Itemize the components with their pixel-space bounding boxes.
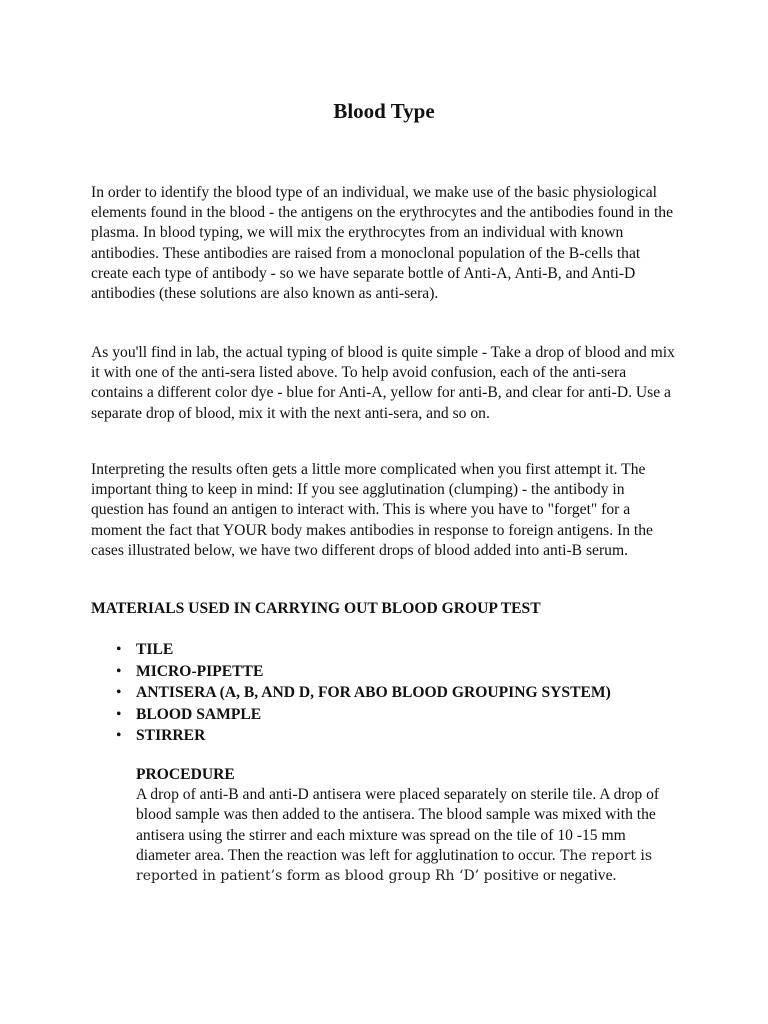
procedure-text-report: The report is reported in patient’s form as blood group Rh ‘D’ positive [136,847,653,885]
material-label: TILE [136,641,174,658]
materials-list-item [91,704,691,726]
material-label: MICRO-PIPETTE [136,662,264,680]
bullet-icon: • [116,727,122,744]
materials-list-item [91,639,691,661]
interpreting-results-paragraph: Interpreting the results often gets a little more complicated when you first attempt it. The important thing to keep in mind: If you see agglutination (clumping) - the antibody in question has found an antigen to interact with. This is where you have to "forget" for a moment the fact that YOUR body makes antibodies in response to foreign antigens. In the cases illustrated below, we have two different drops of blood added into anti-B serum. [91,461,653,559]
materials-list-item [91,682,691,704]
materials-list-item [91,661,691,683]
bullet-icon: • [116,705,122,723]
bullet-icon: • [116,662,122,680]
material-label: BLOOD SAMPLE [136,705,262,723]
intro-paragraph: In order to identify the blood type of an individual, we make use of the basic physiological elements found in the blood - the antigens on the erythrocytes and the antibodies found in the plasma. In blood typing, we will mix the erythrocytes from an individual with known antibodies. These antibodies are raised from a monoclonal population of the B-cells that create each type of antibody - so we have separate bottle of Anti-A, Anti-B, and Anti-D antibodies (these solutions are also known as anti-sera). [91,184,674,303]
procedure-heading: PROCEDURE [136,766,235,783]
procedure-text [136,785,684,886]
materials-list [91,639,691,747]
material-label: ANTISERA (A, B, AND D, FOR ABO BLOOD GROUPING SYSTEM) [136,684,611,701]
bullet-icon: • [116,641,122,658]
procedure-section [136,765,684,886]
procedure-text-main: A drop of anti-B and anti-D antisera were placed separately on sterile tile. A drop of blood sample was then added to the antisera. The blood sample was mixed with the antisera using the stirrer and each mixture was spread on the tile of 10 -15 mm diameter area. Then the reaction was left for agglutination to occur. [136,786,660,864]
materials-list-item [91,725,691,747]
lab-typing-paragraph: As you'll find in lab, the actual typing of blood is quite simple - Take a drop of blood and mix it with one of the anti-sera listed above. To help avoid confusion, each of the anti-sera contains a different color dye - blue for Anti-A, yellow for anti-B, and clear for anti-D. Use a separate drop of blood, mix it with the next anti-sera, and so on. [91,344,675,422]
procedure-text-end: or negative. [538,867,617,885]
materials-heading: MATERIALS USED IN CARRYING OUT BLOOD GROUP TEST [91,600,541,617]
material-label: STIRRER [136,727,206,744]
bullet-icon: • [116,684,122,701]
page-title: Blood Type [333,99,435,123]
